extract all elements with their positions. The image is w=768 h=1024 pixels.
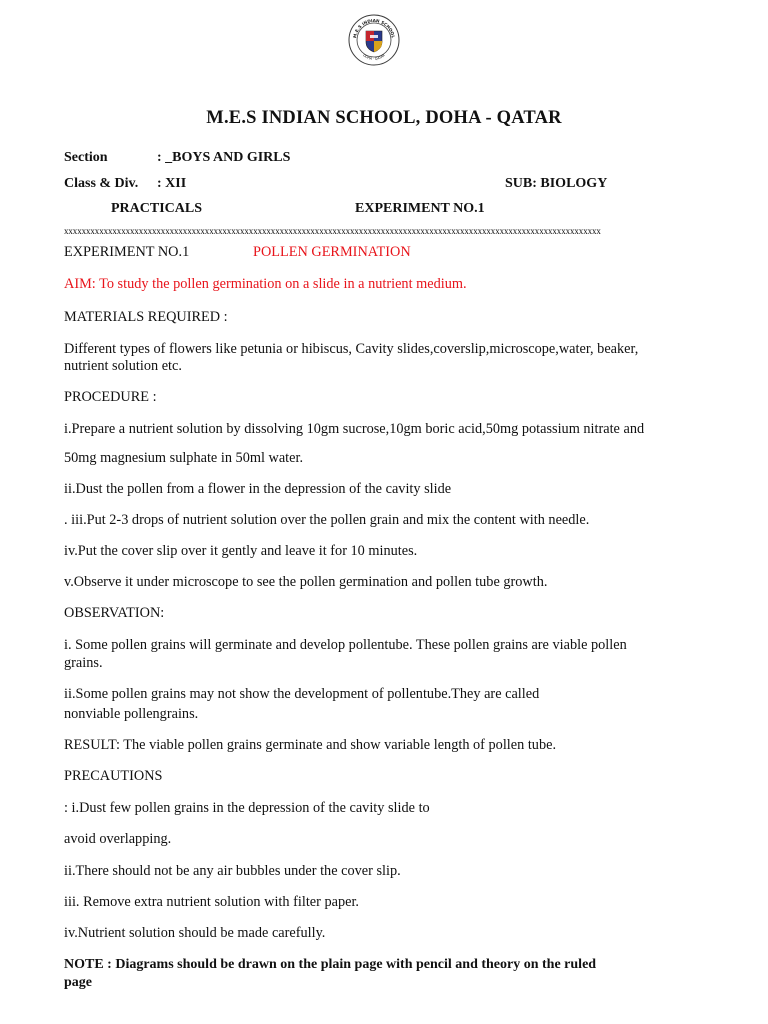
precaution-4: iv.Nutrient solution should be made carefully.	[64, 925, 326, 941]
procedure-step-3: . iii.Put 2-3 drops of nutrient solution over the pollen grain and mix the content with needle.	[64, 512, 590, 528]
experiment-label: EXPERIMENT NO.1	[64, 244, 190, 260]
materials-line-1: Different types of flowers like petunia or hibiscus, Cavity slides,coverslip,microscope,water, beaker,	[64, 341, 639, 357]
precautions-heading: PRECAUTIONS	[64, 768, 163, 784]
note-line-2: page	[64, 975, 92, 990]
precaution-1b: avoid overlapping.	[64, 831, 172, 847]
subject-label: SUB: BIOLOGY	[505, 176, 608, 191]
procedure-step-5: v.Observe it under microscope to see the pollen germination and pollen tube growth.	[64, 574, 548, 590]
section-label: Section	[64, 150, 108, 165]
materials-heading: MATERIALS REQUIRED :	[64, 309, 228, 325]
experiment-name: POLLEN GERMINATION	[253, 244, 411, 260]
school-logo	[348, 14, 400, 66]
procedure-step-2: ii.Dust the pollen from a flower in the depression of the cavity slide	[64, 481, 452, 497]
school-crest-icon	[348, 14, 400, 66]
observation-heading: OBSERVATION:	[64, 605, 165, 621]
procedure-step-4: iv.Put the cover slip over it gently and leave it for 10 minutes.	[64, 543, 418, 559]
class-value: : XII	[157, 176, 187, 191]
experiment-aim: AIM: To study the pollen germination on a slide in a nutrient medium.	[64, 276, 467, 292]
observation-1a: i. Some pollen grains will germinate and develop pollentube. These pollen grains are viable pollen	[64, 637, 627, 653]
class-label: Class & Div.	[64, 176, 139, 191]
section-value: : _BOYS AND GIRLS	[157, 150, 291, 165]
result-text: RESULT: The viable pollen grains germinate and show variable length of pollen tube.	[64, 737, 557, 753]
materials-line-2: nutrient solution etc.	[64, 358, 182, 374]
logo-text-bottom: DOHA · QATAR	[362, 53, 386, 62]
observation-2a: ii.Some pollen grains may not show the development of pollentube.They are called	[64, 686, 540, 702]
precaution-1a: : i.Dust few pollen grains in the depression of the cavity slide to	[64, 800, 430, 816]
observation-1b: grains.	[64, 655, 103, 671]
practicals-label: PRACTICALS	[111, 201, 203, 216]
observation-2b: nonviable pollengrains.	[64, 706, 199, 722]
note-line-1: NOTE : Diagrams should be drawn on the plain page with pencil and theory on the ruled	[64, 957, 597, 972]
school-title: M.E.S INDIAN SCHOOL, DOHA - QATAR	[206, 108, 562, 128]
procedure-step-1b: 50mg magnesium sulphate in 50ml water.	[64, 450, 304, 466]
experiment-number-header: EXPERIMENT NO.1	[355, 201, 485, 216]
separator-line: xxxxxxxxxxxxxxxxxxxxxxxxxxxxxxxxxxxxxxxxxxxxxxxxxxxxxxxxxxxxxxxxxxxxxxxxxxxxxxxxxxxxxxxxxxxxxxxxxxxxxxxxxxxxxxxxxxxxxxxxxx	[64, 226, 601, 236]
precaution-2: ii.There should not be any air bubbles under the cover slip.	[64, 863, 401, 879]
precaution-3: iii. Remove extra nutrient solution with filter paper.	[64, 894, 360, 910]
logo-text-top: M.E.S INDIAN SCHOOL	[352, 17, 396, 39]
procedure-step-1a: i.Prepare a nutrient solution by dissolving 10gm sucrose,10gm boric acid,50mg potassium nitrate and	[64, 421, 645, 437]
procedure-heading: PROCEDURE :	[64, 389, 157, 405]
